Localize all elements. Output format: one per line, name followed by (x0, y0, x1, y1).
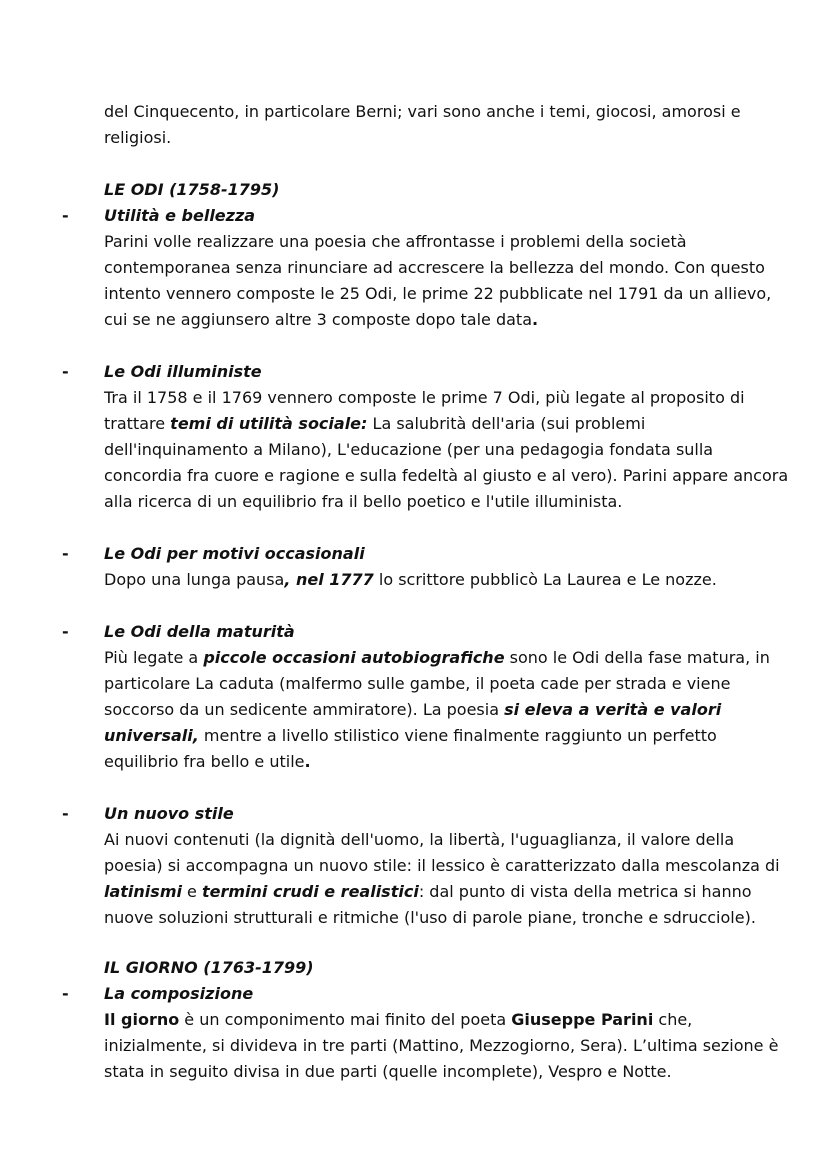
bullet-dash: - (62, 984, 69, 1003)
item-composizione (0, 981, 828, 1085)
section-heading-giorno: IL GIORNO (1763-1799) (104, 958, 314, 977)
item-text-maturita: Più legate a piccole occasioni autobiografiche sono le Odi della fase matura, in particolare La caduta (malfermo sulle gambe, il poeta cade per strada e viene soccorso da un sedicente ammiratore). La poesia si eleva a verità e valori universali, mentre a livello stilistico viene finalmente raggiunto un perfetto equilibrio fra bello e utile. (104, 648, 770, 771)
item-title-illuministe: Le Odi illuministe (104, 362, 262, 381)
intro-paragraph: del Cinquecento, in particolare Berni; vari sono anche i temi, giocosi, amorosi e religiosi. (104, 102, 741, 147)
item-utilita (0, 203, 828, 333)
item-text-occasionali: Dopo una lunga pausa, nel 1777 lo scrittore pubblicò La Laurea e Le nozze. (104, 570, 717, 589)
item-title-composizione: La composizione (104, 984, 254, 1003)
bullet-dash: - (62, 622, 69, 641)
item-stile (0, 801, 828, 931)
item-occasionali (0, 541, 828, 593)
bullet-dash: - (62, 544, 69, 563)
item-title-stile: Un nuovo stile (104, 804, 234, 823)
section-heading-odi: LE ODI (1758-1795) (104, 180, 280, 199)
item-text-stile: Ai nuovi contenuti (la dignità dell'uomo, la libertà, l'uguaglianza, il valore della poesia) si accompagna un nuovo stile: il lessico è caratterizzato dalla mescolanza di latinismi e termini crudi e realistici: dal punto di vista della metrica si hanno nuove soluzioni strutturali e ritmiche (l'uso di parole piane, tronche e sdrucciole). (104, 830, 780, 927)
item-maturita (0, 619, 828, 775)
item-title-maturita: Le Odi della maturità (104, 622, 295, 641)
item-illuministe (0, 359, 828, 515)
bullet-dash: - (62, 804, 69, 823)
item-text-composizione: Il giorno è un componimento mai finito del poeta Giuseppe Parini che, inizialmente, si divideva in tre parti (Mattino, Mezzogiorno, Sera). L’ultima sezione è stata in seguito divisa in due parti (quelle incomplete), Vespro e Notte. (104, 1010, 779, 1081)
item-title-utilita: Utilità e bellezza (104, 206, 256, 225)
item-text-utilita: Parini volle realizzare una poesia che affrontasse i problemi della società contemporanea senza rinunciare ad accrescere la bellezza del mondo. Con questo intento vennero composte le 25 Odi, le prime 22 pubblicate nel 1791 da un allievo, cui se ne aggiunsero altre 3 composte dopo tale data. (104, 232, 772, 329)
bullet-dash: - (62, 362, 69, 381)
item-text-illuministe: Tra il 1758 e il 1769 vennero composte le prime 7 Odi, più legate al proposito di trattare temi di utilità sociale: La salubrità dell'aria (sui problemi dell'inquinamento a Milano), L'educazione (per una pedagogia fondata sulla concordia fra cuore e ragione e sulla fedeltà al giusto e al vero). Parini appare ancora alla ricerca di un equilibrio fra il bello poetico e l'utile illuminista. (104, 388, 789, 511)
item-title-occasionali: Le Odi per motivi occasionali (104, 544, 365, 563)
bullet-dash: - (62, 206, 69, 225)
